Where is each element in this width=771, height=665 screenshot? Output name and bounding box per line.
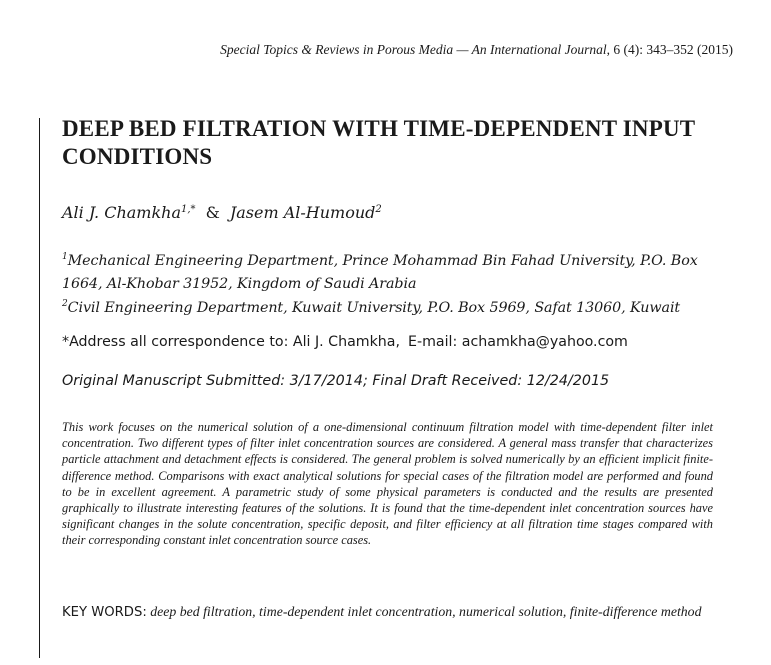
author-affiliation-mark: 2 [375,204,382,215]
journal-citation [220,42,733,58]
correspondence-line [62,334,628,350]
left-margin-rule [39,118,40,658]
keywords-label: KEY WORDS: [62,605,147,620]
author-name: Ali J. Chamkha [62,203,182,222]
keywords-text: deep bed filtration, time-dependent inlet concentration, numerical solution, finite-difference method [150,604,702,619]
affiliation-mark: 2 [62,299,68,309]
affiliation-2 [62,298,722,321]
affiliation-text: Civil Engineering Department, Kuwait University, P.O. Box 5969, Safat 13060, Kuwait [67,300,681,316]
author-name: Jasem Al-Humoud [229,203,376,222]
affiliation-1 [62,251,722,295]
journal-volume-pages: , 6 (4): 343–352 (2015) [606,42,733,57]
affiliation-mark: 1 [62,252,68,262]
manuscript-dates: Original Manuscript Submitted: 3/17/2014; Final Draft Received: 12/24/2015 [62,373,610,389]
author-line [62,203,382,222]
correspondence-email: E-mail: achamkha@yahoo.com [408,334,628,350]
journal-name: Special Topics & Reviews in Porous Media — An International Journal [220,42,607,57]
author-affiliation-mark: 1,* [181,204,196,215]
abstract: This work focuses on the numerical solution of a one-dimensional continuum filtration model with time-dependent filter inlet concentration. Two different types of filter inlet concentration sources are considered. A general mass transfer that characterizes particle attachment and detachment effects is considered. The general problem is solved numerically by an efficient implicit finite-difference method. Comparisons with exact analytical solutions for special cases of the filtration model are performed and found to be in excellent agreement. A parametric study of some physical parameters is conducted and the results are presented graphically to illustrate interesting features of the solutions. It is found that the time-dependent inlet concentration sources have significant changes in the solute concentration, specific deposit, and filter efficiency at all filtration time stages compared with their corresponding constant inlet concentration source cases. [62,420,713,548]
affiliation-text: Mechanical Engineering Department, Prince Mohammad Bin Fahad University, P.O. Box 1664, Al-Khobar 31952, Kingdom of Saudi Arabia [62,253,698,292]
correspondence-address: *Address all correspondence to: Ali J. Chamkha, [62,334,400,350]
paper-title: DEEP BED FILTRATION WITH TIME-DEPENDENT INPUT CONDITIONS [62,116,695,169]
author-separator: & [205,203,220,222]
keywords [62,603,713,621]
